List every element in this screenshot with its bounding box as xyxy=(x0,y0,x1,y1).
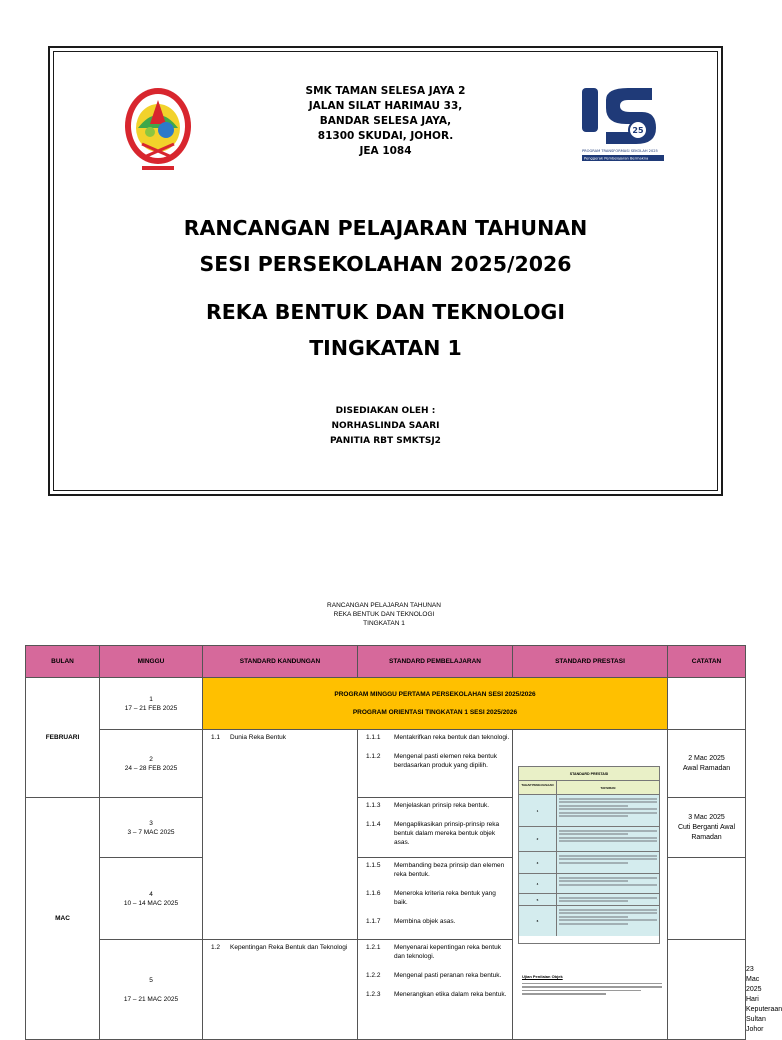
week-number: 2 xyxy=(149,755,153,763)
sk-number: 1.1 xyxy=(211,734,221,741)
document-session-line: SESI PERSEKOLAHAN 2025/2026 xyxy=(199,252,572,276)
cover-page xyxy=(48,46,723,496)
subject-name: REKA BENTUK DAN TEKNOLOGI xyxy=(206,300,565,324)
subject-title xyxy=(54,294,717,366)
catatan-note: Cuti Berganti Awal Ramadan xyxy=(677,823,736,841)
list-item xyxy=(203,940,357,952)
catatan-cell xyxy=(668,798,746,858)
list-item xyxy=(358,886,512,907)
sk-text: Dunia Reka Bentuk xyxy=(230,734,287,741)
panel-name: PANITIA RBT SMKTSJ2 xyxy=(330,436,441,446)
program-line: PROGRAM ORIENTASI TINGKATAN 1 SESI 2025/2026 xyxy=(352,708,518,716)
sp-text: Menjelaskan prinsip reka bentuk. xyxy=(394,802,490,809)
sp-number: 1.1.2 xyxy=(366,753,381,760)
prestasi-col-tahap: TAHAP PENGUASAAN xyxy=(519,781,557,794)
sp-number: 1.2.3 xyxy=(366,991,381,998)
catatan-note: Awal Ramadan xyxy=(682,764,731,772)
standard-pembelajaran-cell xyxy=(358,940,513,1040)
list-item xyxy=(358,817,512,847)
week-number: 5 xyxy=(149,976,153,984)
sp-text: Mengenal pasti elemen reka bentuk berdasarkan produk yang dipilih. xyxy=(394,753,497,769)
month-cell: FEBRUARI xyxy=(26,678,100,798)
header-catatan: CATATAN xyxy=(668,646,746,678)
prestasi-row xyxy=(519,795,659,827)
header-standard-prestasi: STANDARD PRESTASI xyxy=(513,646,668,678)
standard-prestasi-cell xyxy=(668,940,746,1040)
ujian-penilaian-note xyxy=(522,975,662,997)
table-row: 5 17 – 21 MAC 2025 1.2 Kepentingan Reka Bentuk dan Teknologi 1.2.1 Menyenarai kepentingan reka bentuk dan teknologi. 1.2.2 Mengenal pasti peranan reka bentuk. 1.2.3 Menerangkan etika dalam reka bentuk. 23 Mac 2025 Hari Keputeraan Sultan Johor xyxy=(26,940,746,1040)
week-number: 1 xyxy=(149,695,153,703)
list-item xyxy=(358,730,512,742)
prestasi-table-header xyxy=(519,781,659,795)
header-standard-pembelajaran: STANDARD PEMBELAJARAN xyxy=(358,646,513,678)
school-address-line: JALAN SILAT HARIMAU 33, xyxy=(308,100,463,112)
catatan-date: 3 Mac 2025 xyxy=(688,813,725,821)
prestasi-level: 3 xyxy=(519,852,557,873)
prestasi-col-tafsiran: TAFSIRAN xyxy=(600,786,616,790)
sk-number: 1.2 xyxy=(211,944,221,951)
prestasi-level: 5 xyxy=(519,894,557,905)
cover-inner-border xyxy=(53,51,718,491)
week-cell xyxy=(100,940,203,1040)
prestasi-row xyxy=(519,906,659,936)
catatan-cell xyxy=(668,678,746,730)
prestasi-level: 4 xyxy=(519,874,557,893)
catatan-cell xyxy=(668,858,746,940)
ujian-title: Ujian Penilaian Objek xyxy=(522,974,563,979)
standard-prestasi-table xyxy=(518,766,660,944)
sp-number: 1.1.4 xyxy=(366,821,381,828)
table-row xyxy=(26,678,746,730)
rpt-heading-line: REKA BENTUK DAN TEKNOLOGI xyxy=(333,611,435,618)
school-name: SMK TAMAN SELESA JAYA 2 xyxy=(305,85,466,97)
list-item xyxy=(203,730,357,742)
sp-number: 1.1.7 xyxy=(366,918,381,925)
standard-kandungan-cell xyxy=(203,730,358,940)
list-item xyxy=(358,798,512,810)
prestasi-level: 2 xyxy=(519,827,557,851)
week-date: 10 – 14 MAC 2025 xyxy=(123,899,179,907)
week-number: 3 xyxy=(149,819,153,827)
logo-caption: PROGRAM TRANSFORMASI SEKOLAH 2025 xyxy=(582,149,658,153)
list-item xyxy=(358,749,512,770)
sp-text: Mentakrifkan reka bentuk dan teknologi. xyxy=(394,734,510,741)
document-title-line: RANCANGAN PELAJARAN TAHUNAN xyxy=(183,216,588,240)
sp-number: 1.2.2 xyxy=(366,972,381,979)
school-address xyxy=(54,84,717,159)
list-item xyxy=(358,914,512,926)
week-date: 17 – 21 MAC 2025 xyxy=(123,995,179,1003)
week-number: 4 xyxy=(149,890,153,898)
month-cell: MAC xyxy=(26,798,100,1040)
program-banner xyxy=(203,678,668,730)
logo-number: 25 xyxy=(632,126,644,135)
sp-number: 1.1.5 xyxy=(366,862,381,869)
prestasi-row xyxy=(519,852,659,874)
prestasi-table-title: STANDARD PRESTASI xyxy=(519,767,659,781)
table-header-row xyxy=(26,646,746,678)
sp-number: 1.2.1 xyxy=(366,944,381,951)
rpt-heading xyxy=(0,601,768,628)
logo-subcaption: Penggerak Pembelajaran Bermakna xyxy=(584,156,649,161)
sk-text: Kepentingan Reka Bentuk dan Teknologi xyxy=(230,944,348,951)
standard-pembelajaran-cell xyxy=(358,730,513,798)
sp-number: 1.1.3 xyxy=(366,802,381,809)
prestasi-row xyxy=(519,894,659,906)
prepared-by-label: DISEDIAKAN OLEH : xyxy=(335,406,436,416)
week-cell xyxy=(100,798,203,858)
catatan-cell xyxy=(668,730,746,798)
header-standard-kandungan: STANDARD KANDUNGAN xyxy=(203,646,358,678)
sp-number: 1.1.1 xyxy=(366,734,381,741)
week-date: 3 – 7 MAC 2025 xyxy=(127,828,175,836)
list-item xyxy=(358,940,512,961)
program-line: PROGRAM MINGGU PERTAMA PERSEKOLAHAN SESI 2025/2026 xyxy=(334,690,536,698)
rpt-heading-line: RANCANGAN PELAJARAN TAHUNAN xyxy=(327,602,441,609)
sp-text: Membina objek asas. xyxy=(394,918,456,925)
subject-level: TINGKATAN 1 xyxy=(309,336,462,360)
header-minggu: MINGGU xyxy=(100,646,203,678)
sp-text: Mengenal pasti peranan reka bentuk. xyxy=(394,972,502,979)
week-cell xyxy=(100,678,203,730)
standard-pembelajaran-cell xyxy=(358,798,513,858)
rpt-heading-line: TINGKATAN 1 xyxy=(363,620,405,627)
sp-number: 1.1.6 xyxy=(366,890,381,897)
sp-text: Membanding beza prinsip dan elemen reka bentuk. xyxy=(394,862,505,878)
standard-pembelajaran-cell xyxy=(358,858,513,940)
prestasi-level: 1 xyxy=(519,795,557,826)
school-address-line: BANDAR SELESA JAYA, xyxy=(319,115,452,127)
prepared-by xyxy=(54,404,717,449)
catatan-date: 2 Mac 2025 xyxy=(688,754,725,762)
prestasi-row xyxy=(519,827,659,852)
teacher-name: NORHASLINDA SAARI xyxy=(331,421,440,431)
prestasi-row xyxy=(519,874,659,894)
school-code: JEA 1084 xyxy=(359,145,412,157)
week-date: 24 – 28 FEB 2025 xyxy=(124,764,178,772)
sp-text: Menyenarai kepentingan reka bentuk dan teknologi. xyxy=(394,944,501,960)
list-item xyxy=(358,968,512,980)
header-bulan: BULAN xyxy=(26,646,100,678)
list-item xyxy=(358,858,512,879)
sp-text: Meneroka kriteria reka bentuk yang baik. xyxy=(394,890,496,906)
week-cell xyxy=(100,858,203,940)
school-address-line: 81300 SKUDAI, JOHOR. xyxy=(317,130,454,142)
list-item xyxy=(358,987,512,999)
week-cell xyxy=(100,730,203,798)
sp-text: Mengaplikasikan prinsip-prinsip reka bentuk dalam mereka bentuk objek asas. xyxy=(394,821,500,846)
standard-kandungan-cell xyxy=(203,940,358,1040)
week-date: 17 – 21 FEB 2025 xyxy=(124,704,178,712)
prestasi-level: 6 xyxy=(519,906,557,936)
document-title xyxy=(54,210,717,282)
sp-text: Menerangkan etika dalam reka bentuk. xyxy=(394,991,507,998)
